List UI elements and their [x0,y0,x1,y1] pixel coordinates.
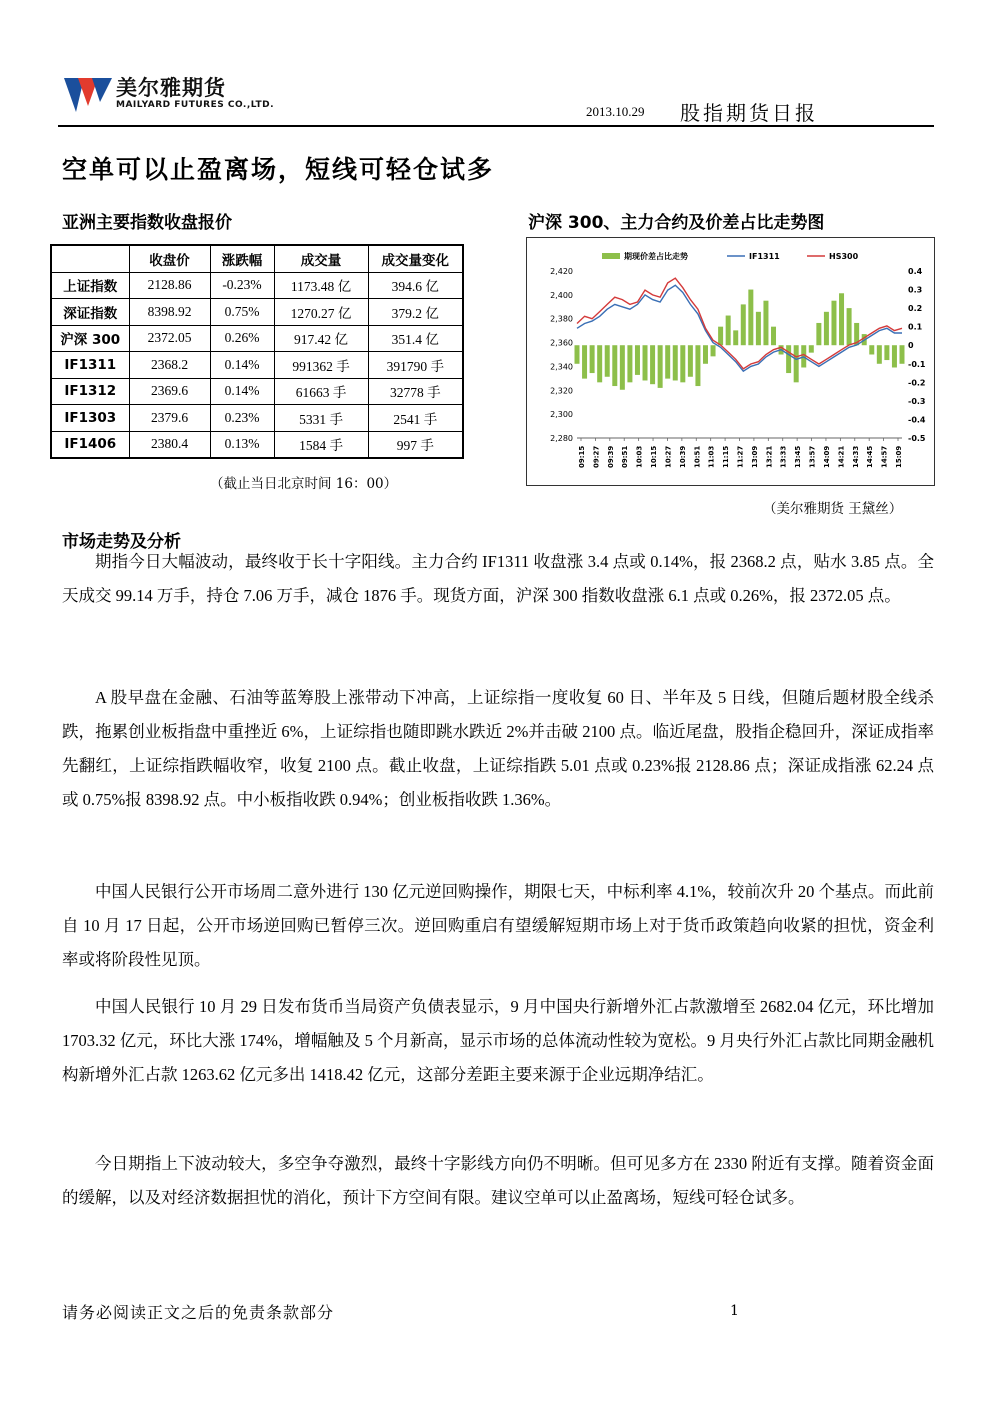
table-cell: 379.2 亿 [368,299,463,326]
x-tick-label: 14:09 [822,445,831,468]
x-tick-label: 09:39 [606,445,615,468]
spread-bar [756,312,761,345]
x-tick-label: 13:33 [779,445,788,468]
left-tick-label: 2,380 [550,314,573,324]
spread-bar [597,345,602,382]
company-logo [62,70,275,120]
x-tick-label: 13:57 [808,445,817,468]
brand-name-cn: 美尔雅期货 [116,76,226,100]
chart-canvas [527,238,934,485]
index-quote-table [50,244,464,459]
price-spread-chart [526,237,935,486]
left-tick-label: 2,340 [550,362,573,372]
table-cell: 1270.27 亿 [274,299,368,326]
right-tick-label: 0.1 [908,322,923,332]
table-cell: 2380.4 [129,431,210,458]
left-tick-label: 2,400 [550,290,573,300]
spread-bar [839,293,844,345]
table-row [51,325,463,352]
spread-bar [612,345,617,386]
table-cell: 0.14% [210,352,274,379]
spread-bar [688,345,693,377]
table-cell: 61663 手 [274,378,368,405]
table-row [51,352,463,379]
spread-bar [590,345,595,373]
chart-heading: 沪深 300、主力合约及价差占比走势图 [528,213,825,233]
spread-bar [900,345,905,364]
spread-bar [892,345,897,367]
table-cell: 0.23% [210,405,274,432]
table-row [51,431,463,458]
right-tick-label: 0.4 [908,267,923,276]
row-label: IF1311 [51,352,129,379]
x-tick-label: 11:15 [722,445,731,468]
table-cell: 2379.6 [129,405,210,432]
hs300-series-line [577,278,902,369]
table-header-cell: 成交量 [274,245,368,272]
spread-bar [673,345,678,380]
report-type: 股指期货日报 [680,101,818,125]
analysis-heading: 市场走势及分析 [62,532,181,552]
left-tick-label: 2,320 [550,386,573,396]
spread-bar [658,345,663,388]
spread-bar [824,312,829,345]
row-label: 深证指数 [51,299,129,326]
spread-bar [582,345,587,378]
spread-bar [763,301,768,346]
spread-bar [771,327,776,346]
x-tick-label: 10:51 [693,445,702,468]
legend-swatch [602,253,620,259]
table-cell: 394.6 亿 [368,272,463,299]
table-row [51,299,463,326]
spread-bar [605,345,610,377]
x-tick-label: 14:33 [851,445,860,468]
table-cell: 351.4 亿 [368,325,463,352]
spread-bar [711,345,716,356]
x-tick-label: 13:21 [765,445,774,468]
row-label: 上证指数 [51,272,129,299]
spread-bar [884,345,889,360]
x-tick-label: 11:03 [707,445,716,468]
table-cell: 2128.86 [129,272,210,299]
logo-mark-icon [62,72,114,116]
table-cell: 2369.6 [129,378,210,405]
legend-label: IF1311 [749,252,780,261]
right-tick-label: 0 [908,341,914,351]
x-tick-label: 14:21 [837,445,846,468]
spread-bar [816,323,821,345]
chart-credit: （美尔雅期货 王黛丝） [763,501,903,517]
spread-bar [620,345,625,390]
spread-bar [635,345,640,375]
table-cell: 0.14% [210,378,274,405]
table-header-cell: 成交量变化 [368,245,463,272]
x-tick-label: 10:03 [635,445,644,468]
analysis-paragraph: 中国人民银行 10 月 29 日发布货币当局资产负债表显示，9 月中国央行新增外汇占款激增至 2682.04 亿元，环比增加 1703.32 亿元，环比大涨 174%，增幅触及 5 个月新高，显示市场的总体流动性较为宽松。9 月央行外汇占款比同期金融机构新增外汇占款 1263.62 亿元多出 1418.42 亿元，这部分差距主要来源于企业远期净结汇。 [62,997,934,1084]
row-label: 沪深 300 [51,325,129,352]
spread-bar [726,316,731,346]
analysis-paragraph: 今日期指上下波动较大，多空争夺激烈，最终十字影线方向仍不明晰。但可见多方在 2330 附近有支撑。随着资金面的缓解，以及对经济数据担忧的消化，预计下方空间有限。建议空单可以止盈离场，短线可轻仓试多。 [62,1154,934,1207]
spread-bar [665,345,670,378]
spread-bar [794,345,799,382]
table-note: （截止当日北京时间 16：00） [210,476,398,492]
table-cell: 0.13% [210,431,274,458]
table-row [51,378,463,405]
header-divider [58,125,934,127]
if1311-series-line [577,285,902,371]
x-tick-label: 11:27 [736,445,745,468]
x-tick-label: 10:15 [650,445,659,468]
table-cell: 997 手 [368,431,463,458]
spread-bar [741,304,746,345]
left-tick-label: 2,300 [550,410,573,420]
spread-bar [650,345,655,384]
spread-bar [809,345,814,352]
legend-label: 期现价差占比走势 [624,252,688,261]
spread-bar [718,327,723,346]
right-tick-label: -0.5 [908,434,926,443]
spread-bar [680,345,685,382]
table-cell: 2368.2 [129,352,210,379]
table-cell: 1173.48 亿 [274,272,368,299]
report-date: 2013.10.29 [586,104,645,119]
report-title: 空单可以止盈离场，短线可轻仓试多 [62,155,495,184]
right-tick-label: -0.2 [908,378,926,388]
table-cell: 0.26% [210,325,274,352]
table-cell: -0.23% [210,272,274,299]
spread-bar [703,345,708,364]
legend-label: HS300 [829,252,859,261]
x-tick-label: 14:45 [866,445,875,468]
x-tick-label: 10:27 [664,445,673,468]
table-cell: 8398.92 [129,299,210,326]
right-tick-label: -0.3 [908,396,926,406]
x-tick-label: 09:15 [578,445,586,468]
table-cell: 917.42 亿 [274,325,368,352]
right-tick-label: -0.4 [908,415,926,425]
table-row [51,272,463,299]
page-number: 1 [730,1303,739,1319]
table-cell: 1584 手 [274,431,368,458]
spread-bar [748,290,753,346]
spread-bar [877,345,882,364]
spread-bar [643,345,648,380]
row-label: IF1406 [51,431,129,458]
analysis-paragraph: 期指今日大幅波动，最终收于长十字阳线。主力合约 IF1311 收盘涨 3.4 点或 0.14%，报 2368.2 点，贴水 3.85 点。全天成交 99.14 万手，持仓 7.06 万手，减仓 1876 手。现货方面，沪深 300 指数收盘涨 6.1 点或 0.26%，报 2372.05 点。 [62,552,934,605]
spread-bar [695,345,700,386]
left-tick-label: 2,280 [550,434,573,443]
spread-bar [786,345,791,373]
spread-bar [575,345,580,364]
table-cell: 32778 手 [368,378,463,405]
table-cell: 2541 手 [368,405,463,432]
table-heading: 亚洲主要指数收盘报价 [62,213,232,233]
table-cell: 2372.05 [129,325,210,352]
right-tick-label: 0.3 [908,285,923,295]
table-header-cell: 涨跌幅 [210,245,274,272]
table-cell: 391790 手 [368,352,463,379]
spread-bar [847,308,852,345]
table-header-cell [51,245,129,272]
right-tick-label: 0.2 [908,304,923,314]
x-tick-label: 15:09 [895,445,903,468]
table-cell: 5331 手 [274,405,368,432]
analysis-paragraph: A 股早盘在金融、石油等蓝筹股上涨带动下冲高，上证综指一度收复 60 日、半年及 5 日线，但随后题材股全线杀跌，拖累创业板指盘中重挫近 6%，上证综指也随即跳水跌近 2%并击破 2100 点。临近尾盘，股指企稳回升，深证成指率先翻红，上证综指跌幅收窄，收复 2100 点。截止收盘，上证综指跌 5.01 点或 0.23%报 2128.86 点；深证成指涨 62.24 点或 0.75%报 8398.92 点。中小板指收跌 0.94%；创业板指收跌 1.36%。 [62,688,934,809]
spread-bar [831,301,836,346]
table-header-cell: 收盘价 [129,245,210,272]
brand-name-en: MAILYARD FUTURES CO.,LTD. [116,100,275,110]
analysis-paragraph: 中国人民银行公开市场周二意外进行 130 亿元逆回购操作，期限七天，中标利率 4.1%，较前次升 20 个基点。而此前自 10 月 17 日起，公开市场逆回购已暂停三次。逆回购重启有望缓解短期市场上对于货币政策趋向收紧的担忧，资金利率或将阶段性见顶。 [62,882,934,969]
spread-bar [627,345,632,382]
table-row [51,405,463,432]
left-tick-label: 2,360 [550,338,573,348]
disclaimer-note: 请务必阅读正文之后的免责条款部分 [62,1303,335,1322]
table-header-row [51,245,463,272]
row-label: IF1303 [51,405,129,432]
x-tick-label: 09:27 [592,445,601,468]
x-tick-label: 14:57 [880,445,889,468]
table-cell: 991362 手 [274,352,368,379]
right-tick-label: -0.1 [908,359,926,369]
x-tick-label: 10:39 [678,445,687,468]
x-tick-label: 13:09 [750,445,759,468]
spread-bar [733,330,738,345]
spread-bar [869,345,874,354]
table-cell: 0.75% [210,299,274,326]
row-label: IF1312 [51,378,129,405]
x-tick-label: 13:45 [794,445,803,468]
x-tick-label: 09:51 [621,445,630,468]
left-tick-label: 2,420 [550,267,573,276]
